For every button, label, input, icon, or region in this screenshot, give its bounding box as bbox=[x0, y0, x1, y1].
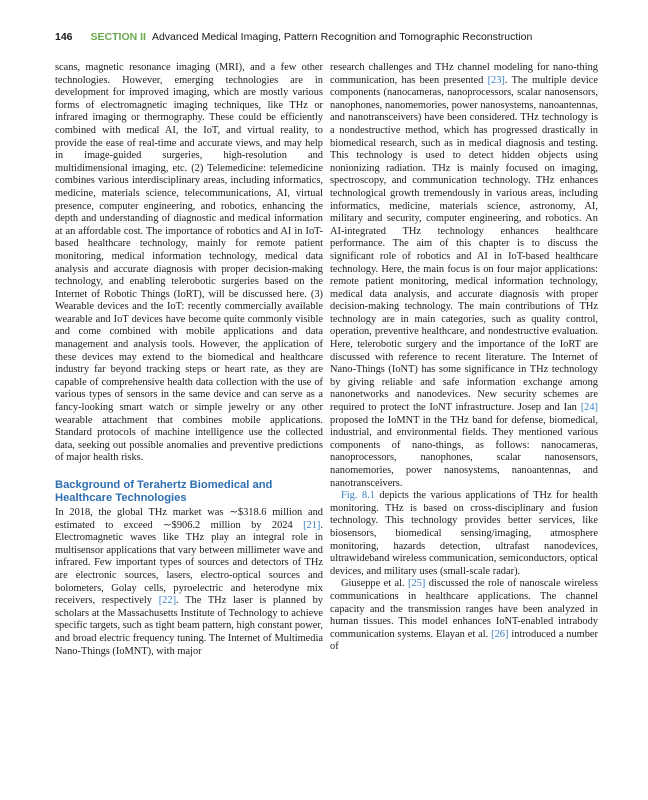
citation-link-21[interactable]: [21] bbox=[303, 519, 321, 531]
section-label: SECTION II bbox=[90, 31, 146, 43]
citation-link-24[interactable]: [24] bbox=[580, 402, 598, 414]
page-number: 146 bbox=[55, 31, 73, 43]
text-run: proposed the IoMNT in the THz band for defense, biomedical, industrial, and environmental fields. They mentioned various components of nano-things, as follows: nanocameras, nanoprocessors, nanophones, scalar nanosensors, nanomemories, power nanosystems, nanoantennas, and nanotransceivers. bbox=[330, 414, 598, 489]
text-run: . The THz laser is planned by scholars at the Massachusetts Institute of Technology to achieve specific targets, such as tight beam pattern, high constant power, and broad electric frequency tuning. The Internet of Multimedia Nano-Things (IoMNT), with major bbox=[55, 595, 323, 657]
text-run: depicts the various applications of THz for health monitoring. THz is based on cross-disciplinary and fusion technology. This technology provides better services, like biosensors, biomedical sensing/imaging, atmosphere monitoring, hazards detection, ultrafast nanodevices, ultrawideband wireless communication, semiconductors, optical devices, and military uses (small-scale radar). bbox=[330, 490, 599, 577]
right-paragraph-1 bbox=[330, 62, 598, 490]
text-run: introduced a number of bbox=[330, 628, 598, 653]
text-run: . Electromagnetic waves like THz play an integral role in multisensor applications that vary between millimeter wave and infrared. Few important types of sources and detectors of THz are electronic sources, lasers, electro-optical sources and bolometers, Golay cells, pyroelectric and heterodyne mix receivers, respectively bbox=[55, 519, 323, 607]
text-run: Giuseppe et al. bbox=[341, 578, 409, 590]
left-paragraph-1: scans, magnetic resonance imaging (MRI), and a few other technologies. However, emerging technologies are in development for improved imaging, which are mostly various forms of electromagnetic imaging techniques, like THz or infrared imaging or thermography. These could be efficiently combined with medical AI, the IoT, and virtual reality, to provide the ease of real-time and accurate views, and may help in image-guided surgeries, high-resolution and multidimensional imaging, etc. (2) Telemedicine: telemedicine combines various interdisciplinary areas, including informatics, medicine, materials science, telecommunications, AI, virtual presence, computer engineering, and robotics, enhancing the depth and understanding of diagnostic and medical information at an affordable cost. The importance of robotics and AI in IoT-based healthcare technology, mainly for remote patient monitoring, medical information technology, medical data analysis and accurate diagnosis with proper decision-making technology, and enabling telerobotic surgeries based on the Internet of Robotic Things (IoRT), will be discussed here. (3) Wearable devices and the IoT: recently commercially available wearable and IoT devices have become quite commonly visible and come combined with mobile applications and data management and analysis tools. However, the application of these devices may extend to the biomedical and healthcare industry far beyond tracking steps or heart rate, as they are capable of comprehensive health data collection with the use of various types of sensors in the same device and can serve as a fancy-looking smart watch or simple jewelry or any other wearable attachment that combines mobile applications. Standard protocols of machine intelligence use the collected data, seeking out possible anomalies and preventive predictions of major health risks. bbox=[55, 62, 323, 464]
text-run: In 2018, the global THz market was ∼$318.6 million and estimated to exceed ∼$906.2 million by 2024 bbox=[55, 507, 323, 531]
citation-link-25[interactable]: [25] bbox=[408, 578, 426, 590]
citation-link-23[interactable]: [23] bbox=[487, 74, 505, 86]
right-paragraph-3 bbox=[330, 578, 598, 654]
section-heading: Background of Terahertz Biomedical and Healthcare Technologies bbox=[55, 479, 273, 504]
text-run: discussed the role of nanoscale wireless communications in healthcare applications. The channel capacity and the transmission ranges have been analyzed in human tissues. This model enhances IoNT-enabled intrabody communication systems. Elayan et al. bbox=[330, 578, 598, 640]
running-title: Advanced Medical Imaging, Pattern Recognition and Tomographic Reconstruction bbox=[151, 31, 533, 43]
citation-link-22[interactable]: [22] bbox=[158, 595, 177, 607]
left-paragraph-2 bbox=[55, 507, 323, 658]
text-run: . The multiple device components (nanocameras, nanoprocessors, scalar nanosensors, nanophones, nanomemories, power nanosystems, nanoantennas, and nanotransceivers) have been considered. THz technology is a nondestructive method, which has progressed drastically in biomedical research, such as in medical diagnosis and testing. This technology is used to detect hidden objects using nonionizing radiation. THz is mainly focused on imaging, spectroscopy, and communication technology. THz enhances technological growth tremendously in various areas, including informatics, medicine, materials science, astronomy, AI, military and security, computer engineering, and robotics. An AI-integrated THz technology enhances healthcare performance. The aim of this chapter is to discuss the significant role of robotics and AI in IoT-based healthcare technology. Here, the main focus is on four major applications: remote patient monitoring, medical information technology, medical data analysis, and accurate diagnosis with proper decision-making technology. The main contributions of THz technology are in main categories, such as quality control, operation, preventive healthcare, and nondestructive evaluation. Here, telerobotic surgery and the importance of the IoRT are discussed with reference to recent literature. The Internet of Nano-Things (IoNT) has some significance in THz technology by giving reliable and safe information exchange among nanonetworks and nanodevices. New security schemes are required to protect the IoNT infrastructure. Josep and Ian bbox=[330, 74, 598, 414]
running-header bbox=[55, 31, 615, 49]
figure-link-8-1[interactable]: Fig. 8.1 bbox=[341, 490, 375, 502]
right-paragraph-2 bbox=[330, 490, 598, 578]
right-column bbox=[330, 62, 598, 654]
text-run: research challenges and THz channel modeling for nano-thing communication, has been presented bbox=[330, 62, 598, 86]
left-column bbox=[55, 62, 323, 658]
citation-link-26[interactable]: [26] bbox=[491, 628, 509, 640]
